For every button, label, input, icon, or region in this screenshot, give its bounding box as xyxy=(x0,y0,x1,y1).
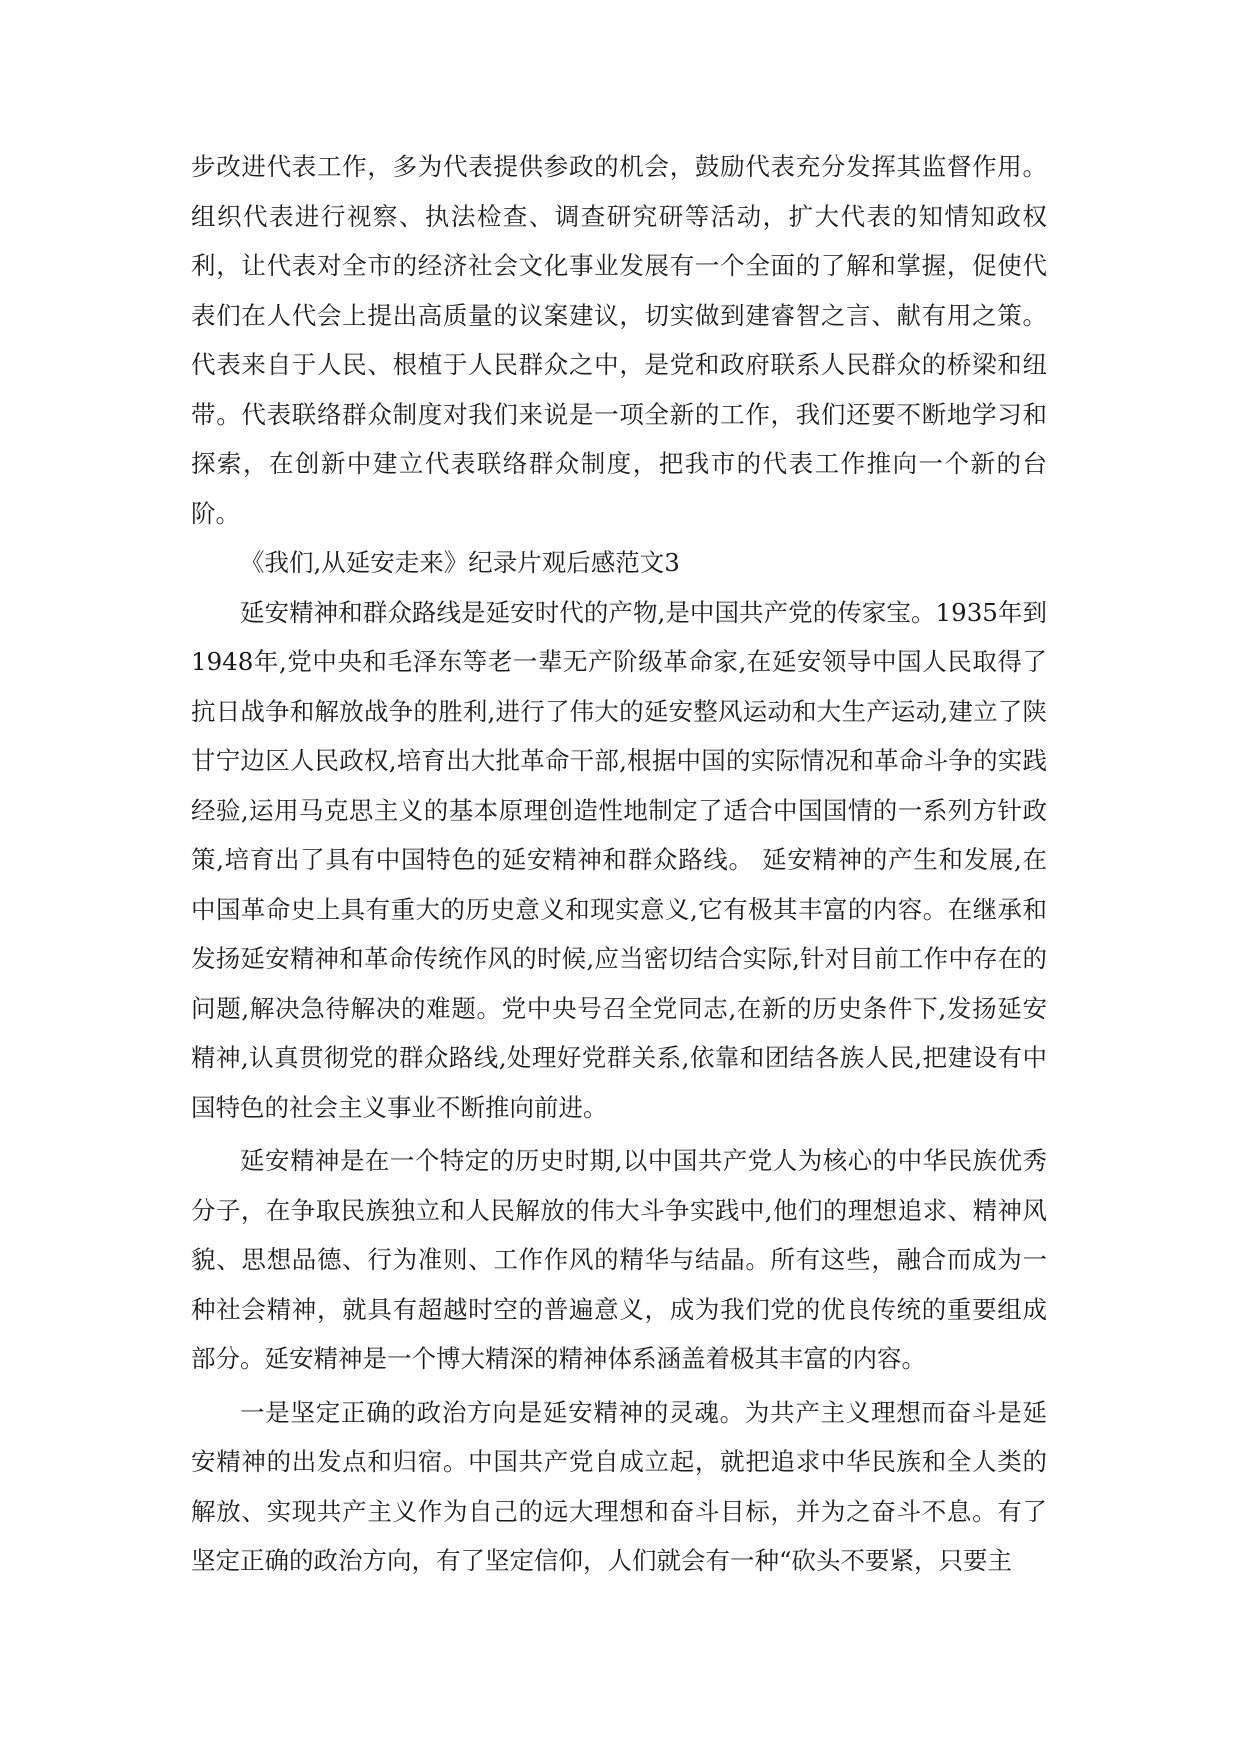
paragraph: 延安精神和群众路线是延安时代的产物,是中国共产党的传家宝。1935年到1948年,党中央和毛泽东等老一辈无产阶级革命家,在延安领导中国人民取得了抗日战争和解放战争的胜利,进行了伟大的延安整风运动和大生产运动,建立了陕甘宁边区人民政权,培育出大批革命干部,根据中国的实际情况和革命斗争的实践经验,运用马克思主义的基本原理创造性地制定了适合中国国情的一系列方针政策,培育出了具有中国特色的延安精神和群众路线。 延安精神的产生和发展,在中国革命史上具有重大的历史意义和现实意义,它有极其丰富的内容。在继承和发扬延安精神和革命传统作风的时候,应当密切结合实际,针对目前工作中存在的问题,解决急待解决的难题。党中央号召全党同志,在新的历史条件下,发扬延安精神,认真贯彻党的群众路线,处理好党群关系,依靠和团结各族人民,把建设有中国特色的社会主义事业不断推向前进。 xyxy=(191,597,1047,1122)
paragraph: 延安精神是在一个特定的历史时期,以中国共产党人为核心的中华民族优秀分子，在争取民族独立和人民解放的伟大斗争实践中,他们的理想追求、精神风貌、思想品德、行为准则、工作作风的精华与结晶。所有这些，融合而成为一种社会精神，就具有超越时空的普遍意义，成为我们党的优良传统的重要组成部分。延安精神是一个博大精深的精神体系涵盖着极其丰富的内容。 xyxy=(191,1146,1047,1373)
document-body xyxy=(191,142,1047,1586)
section-heading: 《我们,从延安走来》纪录片观后感范文3 xyxy=(240,548,680,577)
paragraph: 一是坚定正确的政治方向是延安精神的灵魂。为共产主义理想而奋斗是延安精神的出发点和归宿。中国共产党自成立起，就把追求中华民族和全人类的解放、实现共产主义作为自己的远大理想和奋斗目标，并为之奋斗不息。有了坚定正确的政治方向，有了坚定信仰，人们就会有一种“砍头不要紧，只要主 xyxy=(191,1397,1047,1575)
paragraph-continuation: 步改进代表工作，多为代表提供参政的机会，鼓励代表充分发挥其监督作用。组织代表进行视察、执法检查、调查研究研等活动，扩大代表的知情知政权利，让代表对全市的经济社会文化事业发展有一个全面的了解和掌握，促使代表们在人代会上提出高质量的议案建议，切实做到建睿智之言、献有用之策。代表来自于人民、根植于人民群众之中，是党和政府联系人民群众的桥梁和纽带。代表联络群众制度对我们来说是一项全新的工作，我们还要不断地学习和探索，在创新中建立代表联络群众制度，把我市的代表工作推向一个新的台阶。 xyxy=(191,152,1047,528)
